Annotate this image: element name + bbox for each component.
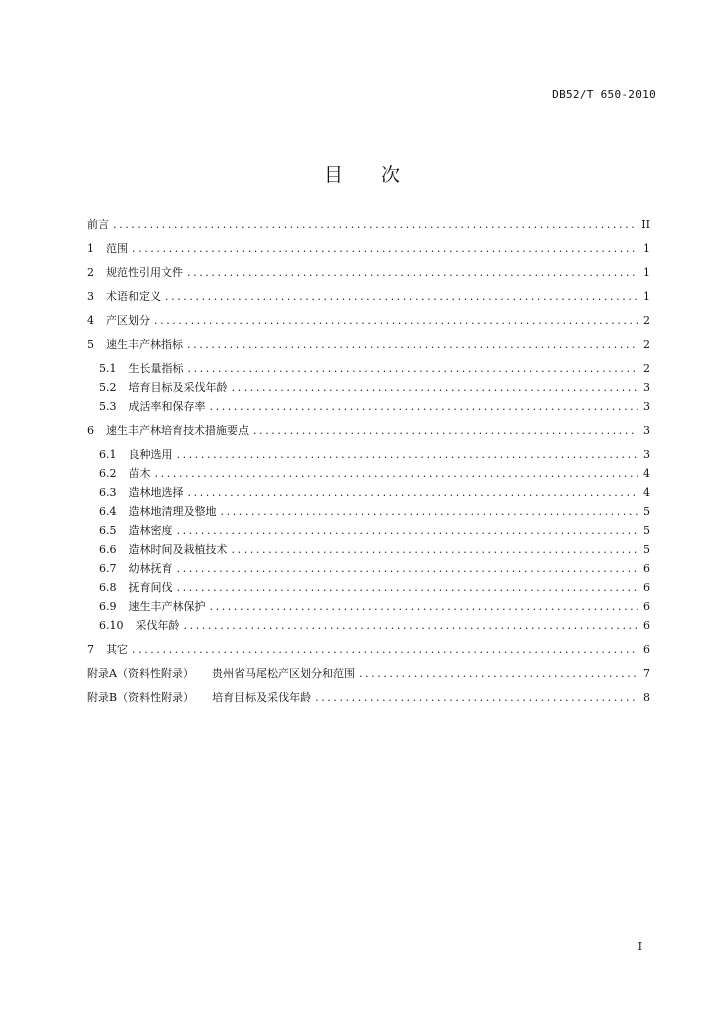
- toc-entry[interactable]: [87, 239, 650, 258]
- toc-entry[interactable]: [87, 559, 650, 578]
- toc-entry-page: 8: [643, 691, 650, 704]
- toc-entry-label: 苗木: [128, 467, 151, 480]
- toc-entry-page: 6: [643, 581, 650, 594]
- toc-entry-label: 产区划分: [106, 314, 150, 327]
- toc-entry[interactable]: [87, 335, 650, 354]
- toc-entry-page: 2: [643, 314, 650, 327]
- document-code: DB52/T 650-2010: [552, 88, 656, 101]
- toc-entry-number: 附录B（资料性附录）: [87, 691, 195, 704]
- toc-entry[interactable]: [87, 378, 650, 397]
- toc-dot-leader: [187, 335, 638, 354]
- toc-entry[interactable]: [87, 311, 650, 330]
- toc-entry[interactable]: [87, 445, 650, 464]
- toc-dot-leader: [210, 397, 639, 416]
- toc-entry-page: 4: [643, 467, 650, 480]
- toc-entry[interactable]: [87, 597, 650, 616]
- toc-entry[interactable]: [87, 578, 650, 597]
- toc-entry-label: 造林地清理及整地: [128, 505, 217, 518]
- toc-entry-page: 1: [643, 266, 650, 279]
- toc-title-char-1: 目: [323, 164, 343, 186]
- toc-entry-label: 规范性引用文件: [106, 266, 183, 279]
- toc-entry-label: 生长量指标: [128, 362, 184, 375]
- toc-dot-leader: [210, 597, 639, 616]
- toc-entry[interactable]: [87, 640, 650, 659]
- toc-dot-leader: [184, 616, 639, 635]
- toc-dot-leader: [165, 287, 638, 306]
- toc-dot-leader: [315, 688, 638, 707]
- toc-entry-number: 6.4: [99, 505, 117, 518]
- toc-dot-leader: [232, 378, 639, 397]
- toc-entry-label: 其它: [106, 643, 128, 656]
- toc-entry-page: 6: [643, 619, 650, 632]
- toc-entry-number: 6.7: [99, 562, 117, 575]
- toc-dot-leader: [132, 239, 638, 258]
- toc-entry[interactable]: [87, 215, 650, 234]
- toc-dot-leader: [188, 483, 639, 502]
- toc-dot-leader: [155, 464, 639, 483]
- toc-entry-label: 贵州省马尾松产区划分和范围: [211, 667, 355, 680]
- toc-entry-page: 7: [643, 667, 650, 680]
- toc-dot-leader: [177, 521, 639, 540]
- toc-entry-number: 6.1: [99, 448, 117, 461]
- toc-entry-page: 1: [643, 290, 650, 303]
- toc-entry[interactable]: [87, 540, 650, 559]
- toc-entry-page: 3: [643, 400, 650, 413]
- toc-entry[interactable]: [87, 664, 650, 683]
- toc-entry-label: 造林地选择: [128, 486, 184, 499]
- toc-title-char-2: 次: [381, 164, 401, 186]
- toc-dot-leader: [253, 421, 638, 440]
- toc-dot-leader: [188, 359, 639, 378]
- toc-entry-number: 1: [87, 242, 94, 255]
- toc-entry[interactable]: [87, 521, 650, 540]
- toc-entry-page: 5: [643, 543, 650, 556]
- toc-entry-page: 3: [643, 448, 650, 461]
- toc-entry-page: 5: [643, 505, 650, 518]
- toc-dot-leader: [221, 502, 639, 521]
- toc-entry[interactable]: [87, 397, 650, 416]
- toc-entry-label: 速生丰产林保护: [128, 600, 206, 613]
- toc-entry-page: 1: [643, 242, 650, 255]
- toc-entry-number: 附录A（资料性附录）: [87, 667, 194, 680]
- toc-entry-label: 良种选用: [128, 448, 173, 461]
- toc-entry-label: 培育目标及采伐年龄: [212, 691, 312, 704]
- toc-entry[interactable]: [87, 421, 650, 440]
- page-number: I: [637, 940, 642, 953]
- toc-title: [0, 160, 724, 187]
- toc-entry-number: 4: [87, 314, 94, 327]
- toc-entry-number: 6.8: [99, 581, 117, 594]
- toc-dot-leader: [187, 263, 638, 282]
- toc-dot-leader: [177, 445, 639, 464]
- toc-entry-page: II: [641, 218, 650, 231]
- toc-entry-page: 6: [643, 643, 650, 656]
- toc-entry-number: 6.5: [99, 524, 117, 537]
- toc-dot-leader: [177, 578, 639, 597]
- toc-entry-page: 6: [643, 600, 650, 613]
- toc-entry[interactable]: [87, 464, 650, 483]
- toc-entry-label: 造林时间及栽植技术: [128, 543, 228, 556]
- toc-entry-number: 5.2: [99, 381, 117, 394]
- toc-entry-label: 前言: [87, 218, 109, 231]
- toc-entry-page: 6: [643, 562, 650, 575]
- toc-entry[interactable]: [87, 263, 650, 282]
- toc-entry-label: 术语和定义: [106, 290, 161, 303]
- toc-entry[interactable]: [87, 359, 650, 378]
- table-of-contents: [87, 215, 650, 707]
- toc-entry-label: 速生丰产林培育技术措施要点: [106, 424, 249, 437]
- toc-entry-number: 3: [87, 290, 94, 303]
- toc-entry-number: 6.6: [99, 543, 117, 556]
- toc-entry[interactable]: [87, 287, 650, 306]
- toc-entry-number: 6.9: [99, 600, 117, 613]
- toc-entry-label: 范围: [106, 242, 128, 255]
- toc-entry-number: 5: [87, 338, 94, 351]
- toc-dot-leader: [177, 559, 639, 578]
- toc-entry-label: 采伐年龄: [135, 619, 180, 632]
- toc-dot-leader: [132, 640, 638, 659]
- toc-dot-leader: [359, 664, 638, 683]
- toc-entry-page: 3: [643, 424, 650, 437]
- toc-entry-number: 5.3: [99, 400, 117, 413]
- toc-entry-label: 抚育间伐: [128, 581, 173, 594]
- toc-entry-number: 2: [87, 266, 94, 279]
- toc-dot-leader: [113, 215, 637, 234]
- toc-entry-number: 5.1: [99, 362, 117, 375]
- toc-entry-label: 培育目标及采伐年龄: [128, 381, 228, 394]
- toc-entry-page: 2: [643, 338, 650, 351]
- toc-dot-leader: [232, 540, 639, 559]
- toc-entry-label: 速生丰产林指标: [106, 338, 183, 351]
- toc-entry[interactable]: [87, 688, 650, 707]
- toc-entry-label: 幼林抚育: [128, 562, 173, 575]
- toc-entry[interactable]: [87, 502, 650, 521]
- toc-entry[interactable]: [87, 616, 650, 635]
- toc-entry-page: 3: [643, 381, 650, 394]
- toc-entry-page: 2: [643, 362, 650, 375]
- toc-entry-number: 6.10: [99, 619, 124, 632]
- toc-entry-page: 4: [643, 486, 650, 499]
- toc-entry-number: 6: [87, 424, 94, 437]
- toc-entry-page: 5: [643, 524, 650, 537]
- toc-entry-label: 造林密度: [128, 524, 173, 537]
- toc-entry-number: 7: [87, 643, 94, 656]
- toc-entry-number: 6.2: [99, 467, 117, 480]
- toc-entry-label: 成活率和保存率: [128, 400, 206, 413]
- toc-entry-number: 6.3: [99, 486, 117, 499]
- toc-entry[interactable]: [87, 483, 650, 502]
- toc-dot-leader: [154, 311, 638, 330]
